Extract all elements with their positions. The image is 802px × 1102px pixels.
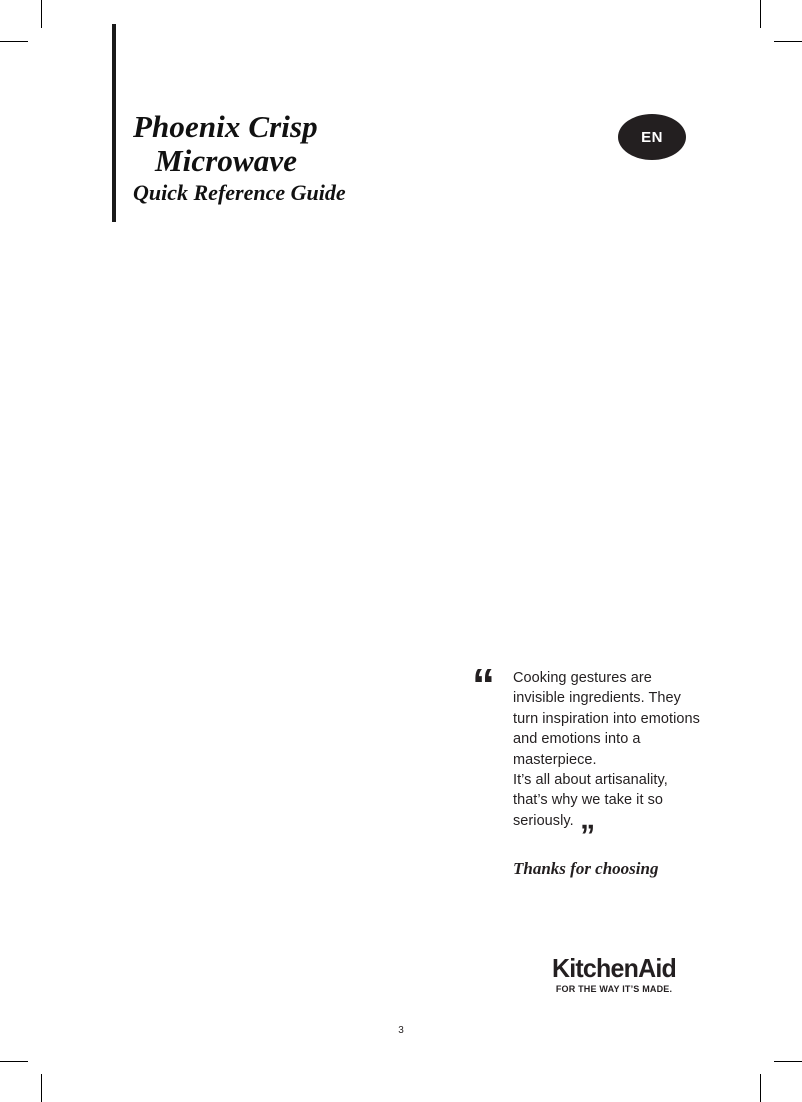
brand-tagline: FOR THE WAY IT’S MADE. (555, 984, 673, 994)
crop-mark-bottom-right-vertical (760, 1074, 761, 1102)
crop-mark-top-right-horizontal (774, 41, 802, 42)
quote-open-icon: “ (472, 659, 495, 711)
crop-mark-bottom-left-horizontal (0, 1061, 28, 1062)
thanks-line: Thanks for choosing (513, 859, 659, 879)
crop-mark-top-right-vertical (760, 0, 761, 28)
crop-mark-top-left-horizontal (0, 41, 28, 42)
page-title-line-2: Microwave (155, 143, 298, 178)
brand-name: KitchenAid (551, 953, 677, 983)
crop-mark-bottom-right-horizontal (774, 1061, 802, 1062)
quote-text (472, 668, 702, 839)
quote-block (472, 659, 702, 879)
page-title (133, 110, 532, 178)
quote-paragraph-2: It’s all about artisanality, that’s why we take it so seriously. “ (513, 772, 668, 839)
language-badge-label: EN (641, 128, 663, 146)
crop-mark-bottom-left-vertical (41, 1074, 42, 1102)
quote-paragraph-1: Cooking gestures are invisible ingredients. They turn inspiration into emotions and emotions into a masterpiece. (513, 670, 700, 768)
page-title-line-1: Phoenix Crisp (133, 109, 318, 144)
page-number: 3 (398, 1025, 404, 1036)
page-subtitle: Quick Reference Guide (133, 180, 346, 205)
crop-mark-top-left-vertical (41, 0, 42, 28)
brand-logo (538, 954, 690, 994)
document-title-block (112, 24, 532, 222)
quote-paragraph-2-text: It’s all about artisanality, that’s why we take it so seriously. (513, 772, 668, 829)
language-badge (618, 114, 686, 160)
